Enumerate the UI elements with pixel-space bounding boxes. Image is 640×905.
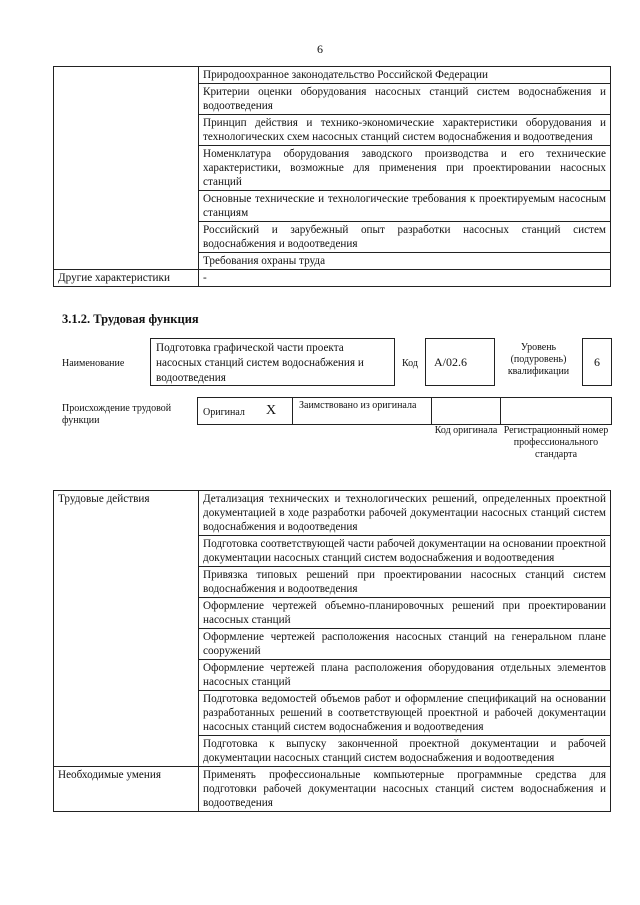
table-cell: Оформление чертежей расположения насосных станций на генеральном плане сооружений <box>199 629 611 660</box>
other-characteristics-value: - <box>199 270 611 287</box>
registration-number-box <box>500 397 612 425</box>
level-value: 6 <box>594 355 600 369</box>
registration-number-caption: Регистрационный номер профессионального стандарта <box>503 425 609 460</box>
code-box <box>425 338 495 386</box>
original-code-box <box>431 397 501 425</box>
code-label: Код <box>402 358 418 369</box>
skills-label: Необходимые умения <box>54 767 199 812</box>
table-cell: Оформление чертежей плана расположения оборудования отдельных элементов насосных станций <box>199 660 611 691</box>
table-row <box>54 491 611 536</box>
other-characteristics-label: Другие характеристики <box>54 270 199 287</box>
table-row <box>54 767 611 812</box>
original-box <box>197 397 293 425</box>
section-title: 3.1.2. Трудовая функция <box>62 312 199 326</box>
table-cell: Подготовка соответствующей части рабочей документации на основании проектной документации насосных станций систем водоснабжения и водоотведения <box>199 536 611 567</box>
knowledge-table <box>53 66 611 287</box>
table-row <box>54 67 611 84</box>
function-name: Подготовка графической части проекта насосных станций систем водоснабжения и водоотведения <box>156 342 364 384</box>
table-cell: Применять профессиональные компьютерные программные средства для подготовки рабочей документации насосных станций систем водоснабжения и водоотведения <box>199 767 611 812</box>
table-cell: Основные технические и технологические требования к проектируемым насосным станциям <box>199 191 611 222</box>
borrowed-label: Заимствовано из оригинала <box>299 400 417 411</box>
actions-table <box>53 490 611 812</box>
original-label: Оригинал <box>203 407 245 418</box>
original-mark: X <box>266 403 277 418</box>
table-cell: Подготовка ведомостей объемов работ и оформление спецификаций на основании разработанных решений в соответствующей проектной и рабочей документации насосных станций систем водоснабжения и водоотведения <box>199 691 611 736</box>
table-cell: Российский и зарубежный опыт разработки насосных станций систем водоснабжения и водоотведения <box>199 222 611 253</box>
name-label: Наименование <box>62 358 125 369</box>
borrowed-box <box>292 397 432 425</box>
page-number: 6 <box>317 42 323 56</box>
level-label: Уровень (подуровень) квалификации <box>507 342 570 377</box>
table-cell: Природоохранное законодательство Российской Федерации <box>199 67 611 84</box>
table-cell: Принцип действия и технико-экономические характеристики оборудования и технологических схем насосных станций систем водоснабжения и водоотведения <box>199 115 611 146</box>
table-row <box>54 270 611 287</box>
table-cell: Подготовка к выпуску законченной проектной документации и рабочей документации насосных станций систем водоснабжения и водоотведения <box>199 736 611 767</box>
actions-label: Трудовые действия <box>54 491 199 767</box>
table-cell-empty <box>54 67 199 270</box>
original-code-caption: Код оригинала <box>434 425 498 436</box>
table-cell: Номенклатура оборудования заводского производства и его технические характеристики, возможные для применения при проектировании насосных станций <box>199 146 611 191</box>
table-cell: Оформление чертежей объемно-планировочных решений при проектировании насосных станций <box>199 598 611 629</box>
origin-label: Происхождение трудовой функции <box>62 403 172 426</box>
table-cell: Требования охраны труда <box>199 253 611 270</box>
table-cell: Критерии оценки оборудования насосных станций систем водоснабжения и водоотведения <box>199 84 611 115</box>
code-value: А/02.6 <box>434 355 467 369</box>
level-box <box>582 338 612 386</box>
table-cell: Привязка типовых решений при проектировании насосных станций систем водоснабжения и водоотведения <box>199 567 611 598</box>
table-cell: Детализация технических и технологических решений, определенных проектной документацией в ходе разработки рабочей документации насосных станций систем водоснабжения и водоотведения <box>199 491 611 536</box>
function-name-box <box>150 338 395 386</box>
